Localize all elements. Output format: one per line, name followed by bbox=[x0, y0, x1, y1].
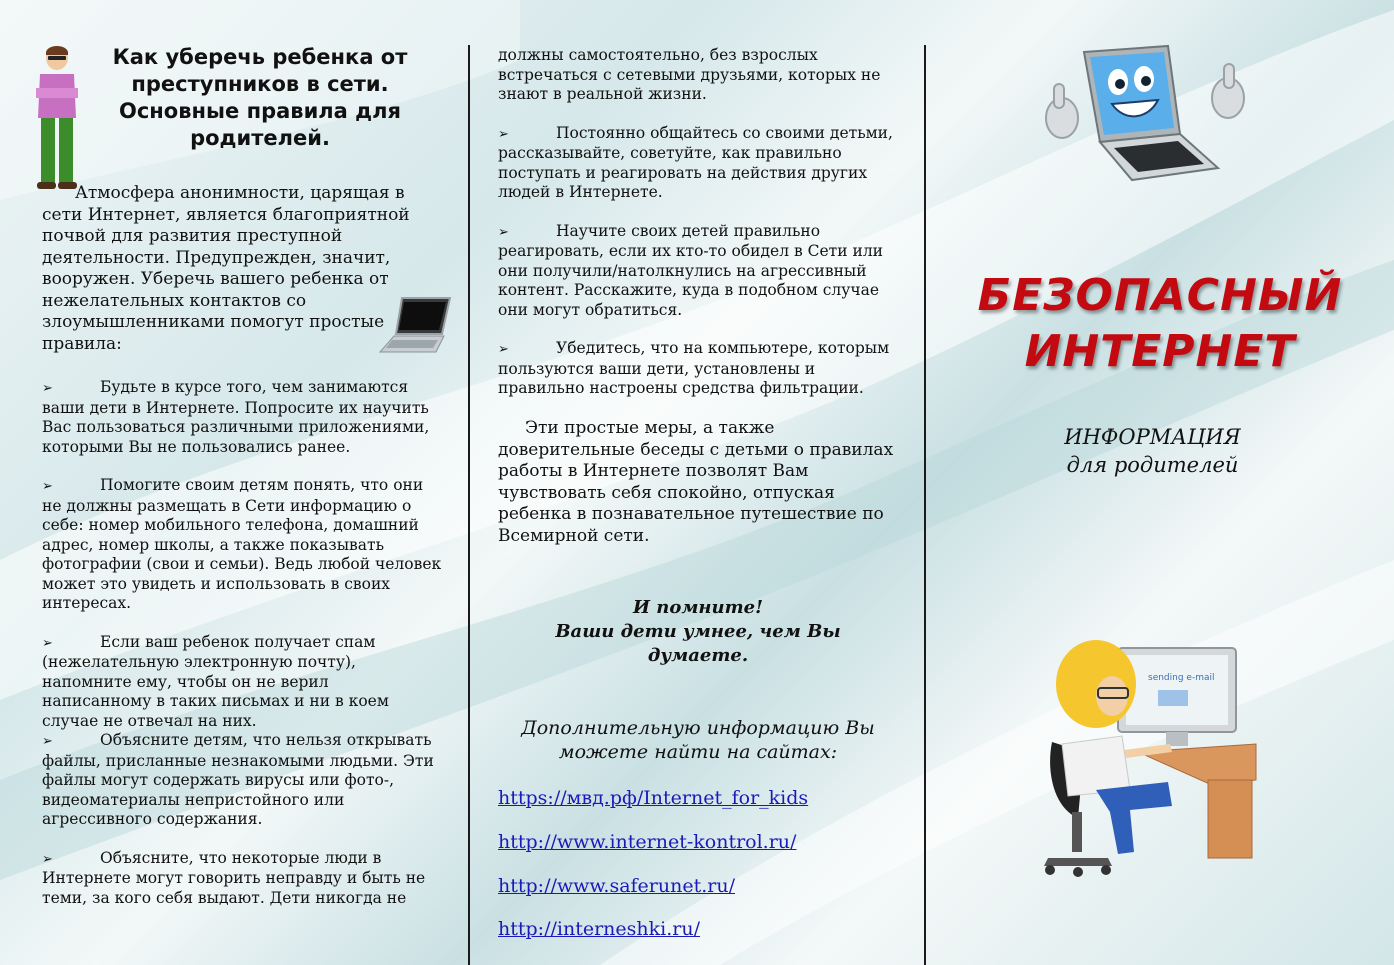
rule-text: Объясните детям, что нельзя открывать файлы, присланные незнакомыми людьми. Эти файлы могут содержать вирусы или фото-, видеоматериалы непристойного или агрессивного содержания. bbox=[42, 731, 434, 828]
link-saferunet[interactable]: http://www.saferunet.ru/ bbox=[498, 875, 735, 897]
bullet-arrow-icon: ➢ bbox=[42, 734, 53, 749]
link-interneshki[interactable]: http://interneshki.ru/ bbox=[498, 918, 700, 940]
link-mvd[interactable]: https://мвд.рф/Internet_for_kids bbox=[498, 787, 809, 809]
bullet-arrow-icon: ➢ bbox=[498, 342, 509, 357]
child-at-computer-illustration bbox=[1038, 640, 1268, 880]
rule-text: Объясните, что некоторые люди в Интернете могут говорить неправду и быть не теми, за кого себя выдают. Дети никогда не bbox=[42, 848, 426, 907]
rule-text: Убедитесь, что на компьютере, которым пользуются ваши дети, установлены и правильно настроены средства фильтрации. bbox=[498, 339, 890, 397]
remember-callout bbox=[518, 596, 878, 668]
list-item bbox=[42, 378, 442, 457]
subtitle-for-parents: для родителей bbox=[1066, 453, 1239, 477]
rules-list-middle bbox=[498, 46, 898, 418]
bullet-arrow-icon: ➢ bbox=[42, 381, 53, 396]
column-divider-right bbox=[924, 45, 926, 965]
rule-text: Помогите своим детям понять, что они не должны размещать в Сети информацию о себе: номер мобильного телефона, домашний адрес, номер школы, а также показывать фотографии (свои и семьи). Ведь любой человек может это увидеть и использовать в своих интересах. bbox=[42, 476, 442, 612]
laptop-icon bbox=[378, 296, 454, 356]
title-line-2: ИНТЕРНЕТ bbox=[1024, 326, 1296, 377]
bullet-arrow-icon: ➢ bbox=[42, 479, 53, 494]
list-item bbox=[42, 849, 442, 909]
list-item bbox=[498, 124, 898, 203]
rule-text: Постоянно общайтесь со своими детьми, рассказывайте, советуйте, как правильно поступать и реагировать на действия других людей в Интернете. bbox=[498, 123, 893, 201]
subtitle-information: ИНФОРМАЦИЯ bbox=[1064, 425, 1241, 449]
laptop-mascot-illustration bbox=[1040, 44, 1272, 188]
rule-text: Будьте в курсе того, чем занимаются ваши дети в Интернете. Попросите их научить Вас пользоваться различными приложениями, которыми Вы не пользовались ранее. bbox=[42, 378, 430, 456]
bullet-arrow-icon: ➢ bbox=[498, 126, 509, 142]
link-internet-kontrol[interactable]: http://www.internet-kontrol.ru/ bbox=[498, 831, 797, 853]
rules-list-left bbox=[42, 378, 442, 927]
bullet-arrow-icon: ➢ bbox=[498, 224, 509, 240]
list-item bbox=[42, 633, 442, 732]
list-item bbox=[498, 339, 898, 399]
bullet-arrow-icon: ➢ bbox=[42, 635, 53, 651]
rule-text: Если ваш ребенок получает спам (нежелательную электронную почту), напомните ему, чтобы он не верил написанному в таких письмах и ни в коем случае не отвечал на них. bbox=[42, 632, 389, 730]
brochure-title bbox=[940, 268, 1380, 380]
list-item bbox=[42, 731, 442, 830]
list-item bbox=[42, 476, 442, 614]
main-heading: Как уберечь ребенка от преступников в сети. Основные правила для родителей. bbox=[112, 45, 408, 150]
list-item bbox=[498, 222, 898, 321]
more-info-text: Дополнительную информацию Вы можете найти на сайтах: bbox=[521, 717, 875, 763]
rule-continuation: должны самостоятельно, без взрослых встречаться с сетевыми друзьями, которых не знают в реальной жизни. bbox=[498, 46, 881, 103]
intro-paragraph: Атмосфера анонимности, царящая в сети Интернет, является благоприятной почвой для развития преступной деятельности. Предупрежден, значит, вооружен. Уберечь вашего ребенка от нежелательных контактов со злоумышленниками помогут простые правила: bbox=[42, 183, 410, 354]
remember-heading: И помните! bbox=[632, 597, 764, 618]
closing-paragraph: Эти простые меры, а также доверительные беседы с детьми о правилах работы в Интернете позволят Вам чувствовать себя спокойно, отпуская ребенка в познавательное путешествие по Всемирной сети. bbox=[498, 418, 894, 546]
remember-text: Ваши дети умнее, чем Вы думаете. bbox=[555, 621, 841, 666]
screen-caption: sending e-mail bbox=[1148, 673, 1215, 683]
title-line-1: БЕЗОПАСНЫЙ bbox=[977, 270, 1343, 321]
cartoon-man-illustration bbox=[26, 44, 88, 196]
bullet-arrow-icon: ➢ bbox=[42, 851, 53, 867]
column-divider-left bbox=[468, 45, 470, 965]
rule-text: Научите своих детей правильно реагировать, если их кто-то обидел в Сети или они получили/натолкнулись на агрессивный контент. Расскажите, куда в подобном случае они могут обратиться. bbox=[498, 221, 884, 319]
